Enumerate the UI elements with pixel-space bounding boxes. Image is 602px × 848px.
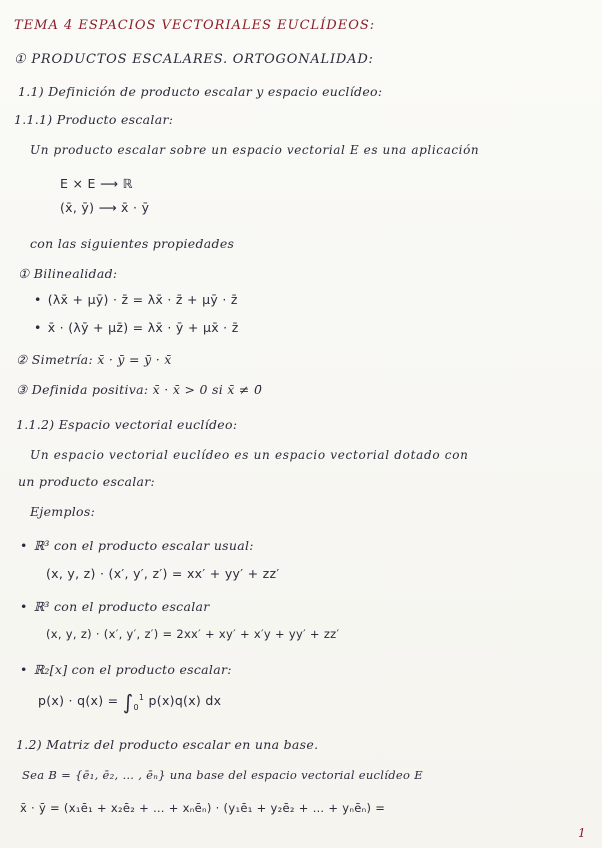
example-2-formula: (x, y, z) · (x′, y′, z′) = 2xx′ + xy′ + x′y + yy′ + zz′ bbox=[46, 627, 340, 641]
example-1-label: ℝ³ con el producto escalar usual: bbox=[33, 538, 254, 553]
bullet-dot: • bbox=[34, 292, 42, 307]
bilinear-row-1 bbox=[34, 292, 238, 307]
property-positive-definite: ③ Definida positiva: x̄ · x̄ > 0 si x̄ ≠ 0̄ bbox=[16, 382, 263, 397]
example-2 bbox=[20, 599, 210, 614]
bullet-dot: • bbox=[20, 599, 28, 614]
property-bilinear: ① Bilinealidad: bbox=[18, 266, 118, 281]
basis-definition: Sea B = {ē₁, ē₂, … , ēₙ} una base del espacio vectorial euclídeo E bbox=[22, 768, 423, 782]
bullet-dot: • bbox=[34, 320, 42, 335]
integral-sign: ∫ bbox=[122, 690, 134, 714]
subsection-heading: 1.1) Definición de producto escalar y espacio euclídeo: bbox=[18, 84, 383, 99]
bilinear-row-2 bbox=[34, 320, 239, 335]
euclidean-definition: Un espacio vectorial euclídeo es un espacio vectorial dotado con bbox=[30, 448, 469, 462]
example-3-label: ℝ₂[x] con el producto escalar: bbox=[33, 662, 232, 677]
example-3-integrand: p(x)q(x) dx bbox=[148, 693, 222, 708]
example-2-label: ℝ³ con el producto escalar bbox=[33, 599, 210, 614]
examples-heading: Ejemplos: bbox=[30, 504, 96, 519]
subsubsection-heading: 1.1.2) Espacio vectorial euclídeo: bbox=[16, 417, 238, 432]
bilinear-eq-2: x̄ · (λȳ + μz̄) = λx̄ · ȳ + μx̄ · z̄ bbox=[47, 320, 239, 335]
subsection-heading: 1.2) Matriz del producto escalar en una base. bbox=[16, 737, 319, 752]
example-1-formula: (x, y, z) · (x′, y′, z′) = xx′ + yy′ + zz′ bbox=[46, 566, 280, 581]
example-1 bbox=[20, 538, 254, 553]
basis-expansion: x̄ · ȳ = (x₁ē₁ + x₂ē₂ + … + xₙēₙ) · (y₁ē₁ + y₂ē₂ + … + yₙēₙ) = bbox=[20, 801, 386, 815]
page-title: TEMA 4 ESPACIOS VECTORIALES EUCLÍDEOS: bbox=[14, 18, 376, 33]
bullet-dot: • bbox=[20, 662, 28, 677]
section-heading: ① PRODUCTOS ESCALARES. ORTOGONALIDAD: bbox=[14, 52, 374, 67]
example-3-lhs: p(x) · q(x) = bbox=[38, 693, 119, 708]
properties-intro: con las siguientes propiedades bbox=[30, 236, 235, 251]
bilinear-eq-1: (λx̄ + μȳ) · z̄ = λx̄ · z̄ + μȳ · z̄ bbox=[47, 292, 238, 307]
property-symmetry: ② Simetría: x̄ · ȳ = ȳ · x̄ bbox=[16, 352, 172, 367]
example-3-formula bbox=[38, 690, 221, 714]
definition-text: Un producto escalar sobre un espacio vectorial E es una aplicación bbox=[30, 143, 480, 157]
page-number: 1 bbox=[578, 826, 586, 840]
map-domain: E × E ⟶ ℝ bbox=[60, 176, 133, 191]
euclidean-definition-cont: un producto escalar: bbox=[18, 474, 156, 489]
map-rule: (x̄, ȳ) ⟶ x̄ · ȳ bbox=[60, 200, 150, 215]
integral-upper: 1 bbox=[138, 692, 145, 702]
integral-lower: 0 bbox=[133, 703, 139, 712]
example-3 bbox=[20, 662, 232, 677]
bullet-dot: • bbox=[20, 538, 28, 553]
subsubsection-heading: 1.1.1) Producto escalar: bbox=[14, 112, 174, 127]
